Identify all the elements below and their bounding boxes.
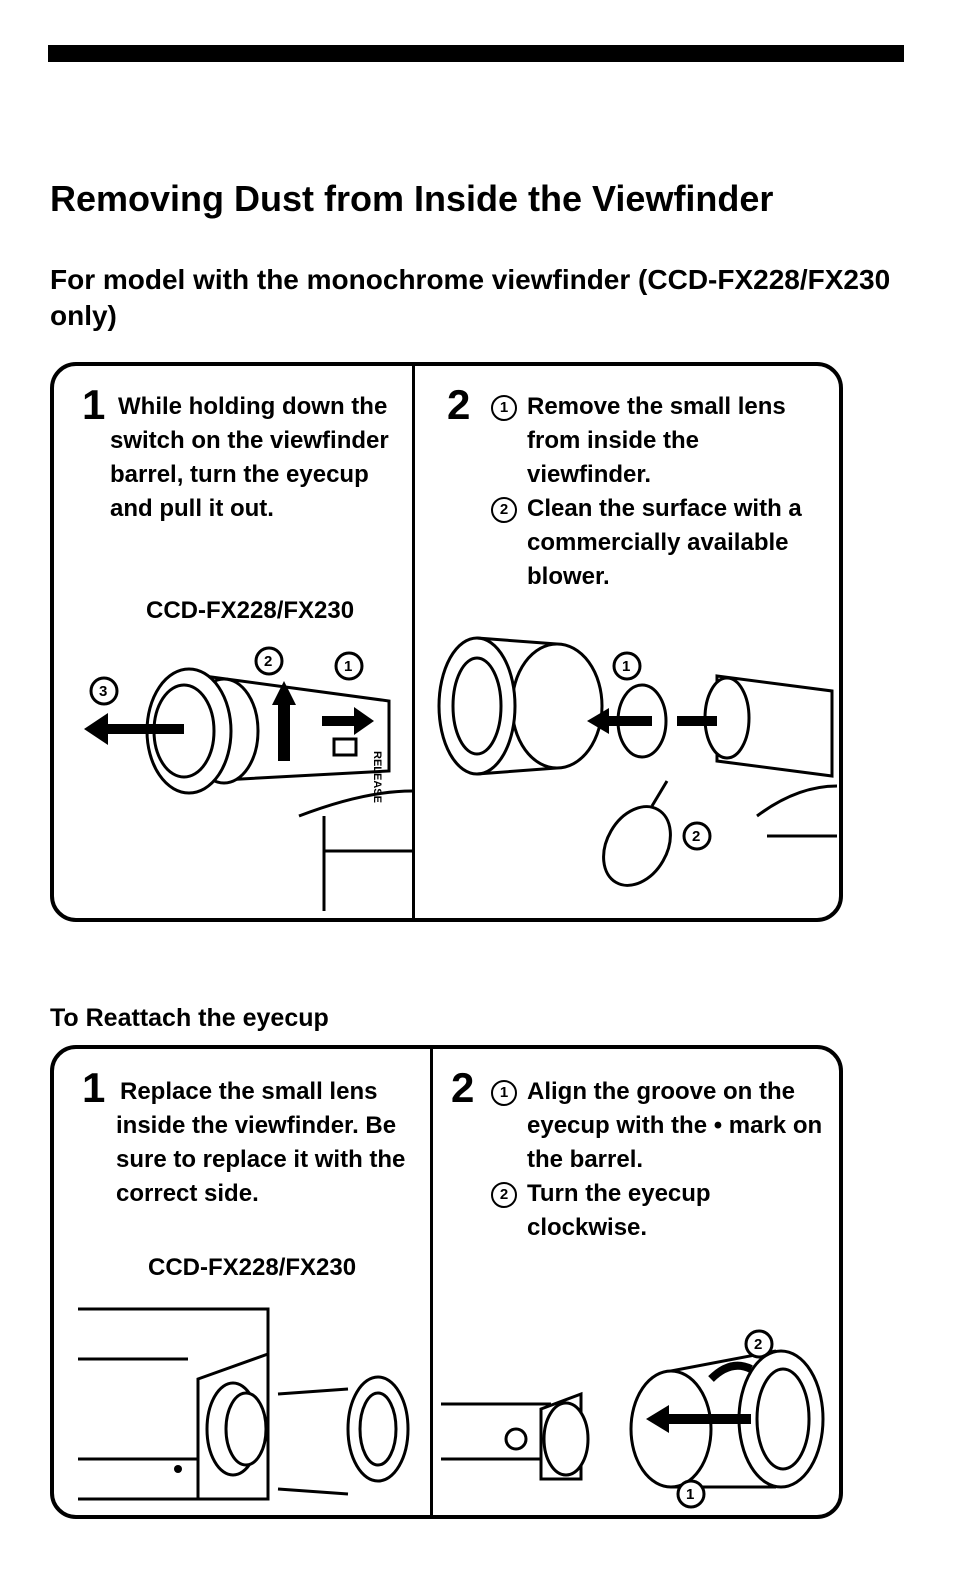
substep-1 — [491, 1075, 531, 1109]
circled-marker: 1 — [491, 395, 517, 421]
step-number: 2 — [451, 1064, 475, 1111]
callout-2: 2 — [754, 1336, 763, 1353]
lens-replace-illustration — [78, 1299, 428, 1509]
substep-2-text: Turn the eyecup clockwise. — [527, 1180, 711, 1241]
lens-cleaning-illustration — [427, 636, 837, 916]
top-rule — [48, 45, 904, 62]
page-title: Removing Dust from Inside the Viewfinder — [50, 178, 774, 219]
callout-1: 1 — [344, 658, 353, 675]
circled-marker: 1 — [491, 1080, 517, 1106]
step-text: While holding down the switch on the viewfinder barrel, turn the eyecup and pull it out. — [110, 393, 389, 522]
circled-marker: 2 — [491, 497, 517, 523]
circled-marker: 2 — [491, 1182, 517, 1208]
model-label: CCD-FX228/FX230 — [146, 597, 355, 624]
removal-step-2 — [415, 366, 839, 918]
callout-2: 2 — [692, 828, 701, 845]
release-label: RELEASE — [371, 751, 383, 803]
callout-3: 3 — [99, 683, 108, 700]
step-number: 1 — [82, 1064, 106, 1111]
page-subtitle: For model with the monochrome viewfinder (CCD-FX228/FX230 only) — [50, 264, 891, 331]
callout-2: 2 — [264, 653, 273, 670]
eyecup-removal-illustration — [84, 641, 412, 911]
callout-1: 1 — [686, 1486, 695, 1503]
substep-2-text: Clean the surface with a commercially available blower. — [527, 495, 802, 590]
reattach-heading: To Reattach the eyecup — [50, 1004, 329, 1032]
reattach-step-2 — [433, 1049, 839, 1515]
substep-2 — [491, 1177, 531, 1211]
reattach-step-1 — [54, 1049, 430, 1515]
substep-1-text: Remove the small lens from inside the viewfinder. — [527, 393, 786, 488]
model-label: CCD-FX228/FX230 — [148, 1254, 357, 1281]
substep-1-text: Align the groove on the eyecup with the • mark on the barrel. — [527, 1078, 823, 1173]
reattach-panel — [50, 1045, 843, 1519]
step-number: 1 — [82, 381, 106, 428]
step-text: Replace the small lens inside the viewfinder. Be sure to replace it with the correct side. — [116, 1078, 406, 1207]
substep-2 — [491, 492, 531, 526]
eyecup-attach-illustration — [441, 1309, 837, 1509]
callout-1: 1 — [622, 658, 631, 675]
step-number: 2 — [447, 381, 471, 428]
removal-step-1 — [54, 366, 412, 918]
removal-panel — [50, 362, 843, 922]
